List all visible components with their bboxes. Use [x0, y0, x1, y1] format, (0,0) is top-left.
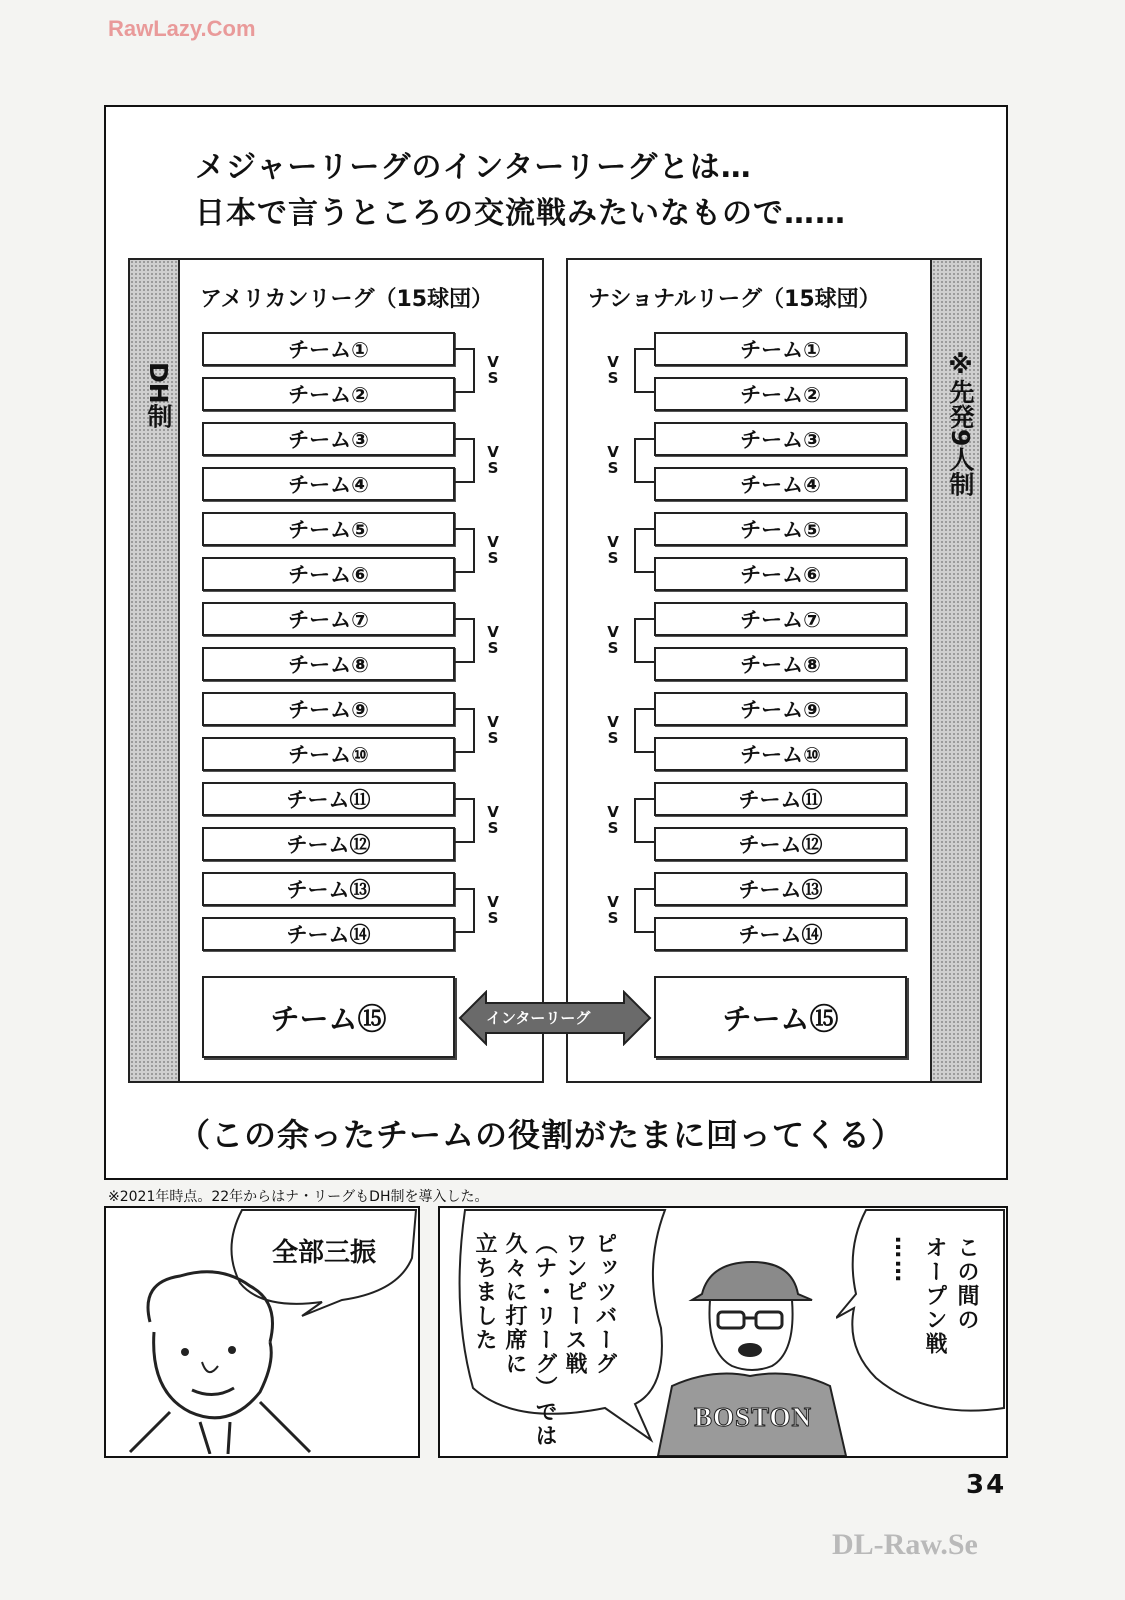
american-team-4: チーム④ [202, 467, 455, 501]
national-bracket-7 [634, 888, 654, 933]
american-team-15: チーム⑮ [202, 976, 455, 1058]
national-team-6: チーム⑥ [654, 557, 907, 591]
national-side-label: ※先発9人制 [946, 350, 975, 497]
american-bracket-3 [455, 528, 475, 573]
american-team-5: チーム⑤ [202, 512, 455, 546]
american-bracket-1 [455, 348, 475, 393]
national-bracket-1 [634, 348, 654, 393]
page-number: 34 [966, 1470, 1007, 1500]
american-vs-label-3: V S [487, 533, 499, 567]
national-team-4: チーム④ [654, 467, 907, 501]
national-vs-label-6: V S [607, 803, 619, 837]
american-team-6: チーム⑥ [202, 557, 455, 591]
bubble-left-text: 全部三振 [272, 1238, 377, 1268]
national-bracket-6 [634, 798, 654, 843]
national-vs-label-4: V S [607, 623, 619, 657]
bubble-mid-line-1: ピッツバーグ [592, 1232, 617, 1376]
national-team-8: チーム⑧ [654, 647, 907, 681]
american-team-8: チーム⑧ [202, 647, 455, 681]
national-bracket-2 [634, 438, 654, 483]
bubble-right-line-3: …… [890, 1236, 915, 1284]
national-team-12: チーム⑫ [654, 827, 907, 861]
footnote: ※2021年時点。22年からはナ・リーグもDH制を導入した。 [108, 1189, 489, 1205]
american-team-3: チーム③ [202, 422, 455, 456]
bubble-right-line-2: オープン戦 [922, 1236, 947, 1356]
national-team-3: チーム③ [654, 422, 907, 456]
american-bracket-6 [455, 798, 475, 843]
character-left-face-icon [110, 1262, 360, 1454]
national-bracket-3 [634, 528, 654, 573]
national-vs-label-1: V S [607, 353, 619, 387]
national-bracket-4 [634, 618, 654, 663]
national-team-10: チーム⑩ [654, 737, 907, 771]
watermark-top: RawLazy.Com [108, 16, 256, 41]
american-team-13: チーム⑬ [202, 872, 455, 906]
bubble-right-line-1: この間の [954, 1236, 979, 1332]
american-vs-label-4: V S [487, 623, 499, 657]
national-team-11: チーム⑪ [654, 782, 907, 816]
title-line-1: メジャーリーグのインターリーグとは… [195, 150, 752, 185]
american-vs-label-5: V S [487, 713, 499, 747]
american-vs-label-7: V S [487, 893, 499, 927]
national-vs-label-2: V S [607, 443, 619, 477]
american-team-10: チーム⑩ [202, 737, 455, 771]
american-team-12: チーム⑫ [202, 827, 455, 861]
interleague-label: インターリーグ [486, 1009, 591, 1027]
bottom-note: （この余ったチームの役割がたまに回ってくる） [178, 1116, 905, 1154]
american-team-1: チーム① [202, 332, 455, 366]
jersey-text: BOSTON [694, 1402, 813, 1432]
national-vs-label-3: V S [607, 533, 619, 567]
title-line-2: 日本で言うところの交流戦みたいなもので…… [195, 196, 846, 231]
national-team-2: チーム② [654, 377, 907, 411]
bubble-mid-line-4: 久々に打席に [502, 1232, 527, 1376]
national-bracket-5 [634, 708, 654, 753]
watermark-bottom: DL-Raw.Se [832, 1528, 978, 1561]
american-bracket-7 [455, 888, 475, 933]
national-team-1: チーム① [654, 332, 907, 366]
bubble-mid-line-2: ワンピース戦 [562, 1232, 587, 1376]
american-team-7: チーム⑦ [202, 602, 455, 636]
national-team-13: チーム⑬ [654, 872, 907, 906]
national-team-14: チーム⑭ [654, 917, 907, 951]
american-vs-label-1: V S [487, 353, 499, 387]
american-vs-label-2: V S [487, 443, 499, 477]
national-vs-label-5: V S [607, 713, 619, 747]
american-team-9: チーム⑨ [202, 692, 455, 726]
bubble-mid-text [470, 1232, 618, 1448]
national-vs-label-7: V S [607, 893, 619, 927]
american-bracket-4 [455, 618, 475, 663]
american-vs-label-6: V S [487, 803, 499, 837]
national-team-7: チーム⑦ [654, 602, 907, 636]
national-team-5: チーム⑤ [654, 512, 907, 546]
american-league-title: アメリカンリーグ（15球団） [200, 287, 494, 312]
american-side-label: DH制 [144, 362, 173, 429]
bubble-right-text [888, 1236, 980, 1356]
american-team-2: チーム② [202, 377, 455, 411]
american-bracket-5 [455, 708, 475, 753]
american-bracket-2 [455, 438, 475, 483]
bubble-mid-line-3: （ナ・リーグ）では [532, 1232, 557, 1448]
american-team-14: チーム⑭ [202, 917, 455, 951]
national-team-9: チーム⑨ [654, 692, 907, 726]
national-league-title: ナショナルリーグ（15球団） [588, 287, 881, 312]
bubble-mid-line-5: 立ちました [472, 1232, 497, 1352]
national-team-15: チーム⑮ [654, 976, 907, 1058]
american-team-11: チーム⑪ [202, 782, 455, 816]
